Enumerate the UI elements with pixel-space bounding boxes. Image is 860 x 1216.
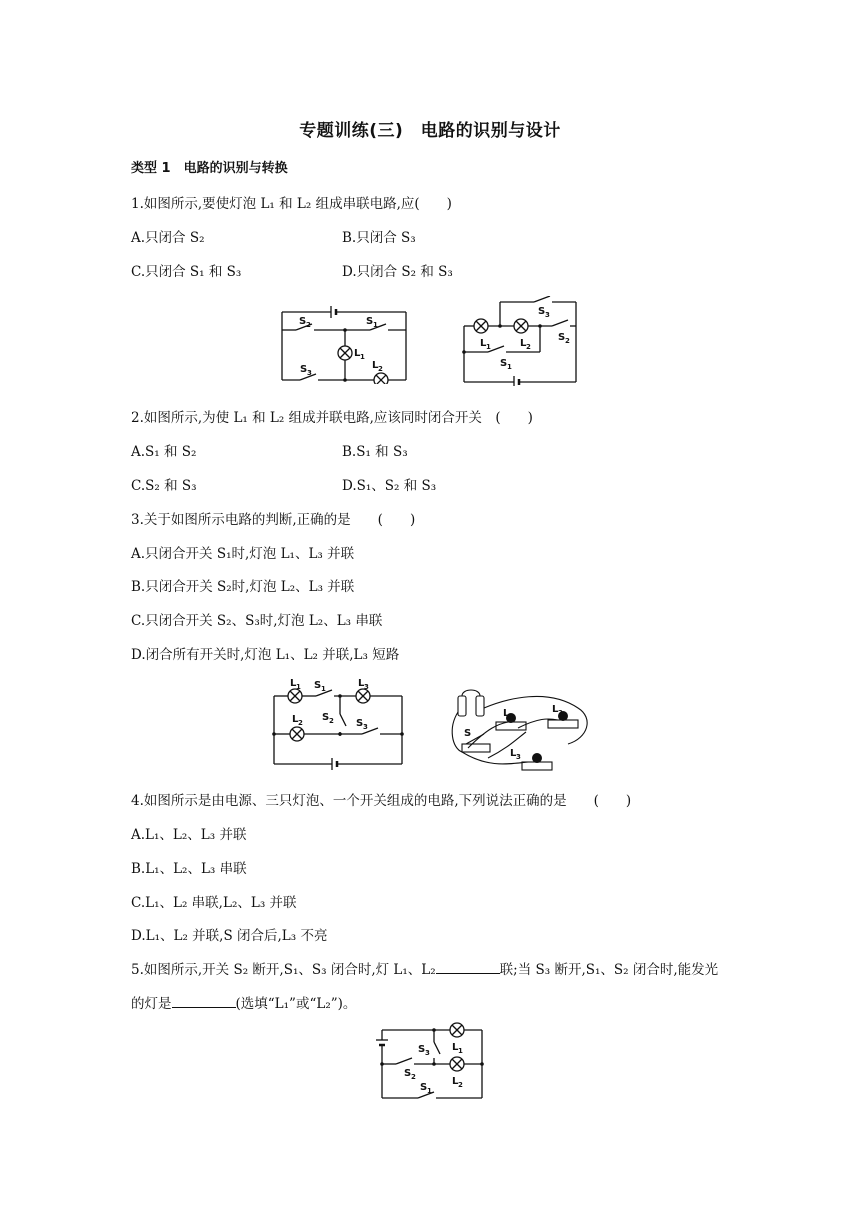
section-heading: 类型 1 电路的识别与转换 <box>131 161 288 176</box>
svg-text:S: S <box>366 316 374 327</box>
svg-text:S: S <box>418 1044 426 1055</box>
q1-option-b: B.只闭合 S₃ <box>342 230 416 246</box>
q3-option-b: B.只闭合开关 S₂时,灯泡 L₂、L₃ 并联 <box>131 579 355 595</box>
svg-text:S: S <box>464 728 472 739</box>
q5-text-3: 的灯是 <box>131 996 172 1012</box>
svg-text:S: S <box>500 358 508 369</box>
q4-option-c: C.L₁、L₂ 串联,L₂、L₃ 并联 <box>131 895 297 911</box>
svg-text:L: L <box>510 748 517 759</box>
q3-option-c: C.只闭合开关 S₂、S₃时,灯泡 L₂、L₃ 串联 <box>131 613 383 629</box>
q3-circuit-diagram <box>270 676 410 772</box>
svg-text:L: L <box>452 1076 459 1087</box>
svg-text:3: 3 <box>364 683 369 691</box>
svg-text:L: L <box>290 678 297 689</box>
svg-text:1: 1 <box>360 353 365 361</box>
svg-text:L: L <box>503 708 510 719</box>
svg-text:3: 3 <box>307 369 312 377</box>
q2-option-b: B.S₁ 和 S₃ <box>342 444 408 460</box>
q2-stem: 2.如图所示,为使 L₁ 和 L₂ 组成并联电路,应该同时闭合开关 ( ) <box>131 410 533 426</box>
q5-stem-line1 <box>131 958 718 978</box>
svg-text:2: 2 <box>526 343 531 351</box>
q1-stem: 1.如图所示,要使灯泡 L₁ 和 L₂ 组成串联电路,应( ) <box>131 196 452 212</box>
q5-stem-line2 <box>131 992 356 1012</box>
svg-text:S: S <box>314 680 322 691</box>
svg-text:2: 2 <box>565 337 570 345</box>
svg-text:2: 2 <box>411 1073 416 1081</box>
svg-text:2: 2 <box>558 709 563 717</box>
q1-option-c: C.只闭合 S₁ 和 S₃ <box>131 264 242 280</box>
q5-text-2: 联;当 S₃ 断开,S₁、S₂ 闭合时,能发光 <box>499 962 719 978</box>
svg-text:1: 1 <box>321 685 326 693</box>
svg-text:1: 1 <box>427 1087 432 1095</box>
svg-text:1: 1 <box>296 683 301 691</box>
q2-option-a: A.S₁ 和 S₂ <box>131 444 197 460</box>
svg-text:S: S <box>420 1082 428 1093</box>
svg-text:S: S <box>356 718 364 729</box>
q4-option-b: B.L₁、L₂、L₃ 串联 <box>131 861 247 877</box>
q2-circuit-diagram <box>460 296 582 386</box>
svg-text:S: S <box>558 332 566 343</box>
svg-text:S: S <box>404 1068 412 1079</box>
svg-text:S: S <box>300 364 308 375</box>
svg-text:3: 3 <box>363 723 368 731</box>
svg-text:3: 3 <box>425 1049 430 1057</box>
svg-text:L: L <box>358 678 365 689</box>
q3-option-d: D.闭合所有开关时,灯泡 L₁、L₂ 并联,L₃ 短路 <box>131 647 400 663</box>
svg-text:1: 1 <box>458 1047 463 1055</box>
q5-text-4: (选填“L₁”或“L₂”)。 <box>235 996 357 1012</box>
q5-blank-2[interactable] <box>172 995 236 1008</box>
svg-text:2: 2 <box>378 365 383 373</box>
svg-text:3: 3 <box>545 311 550 319</box>
q4-stem: 4.如图所示是由电源、三只灯泡、一个开关组成的电路,下列说法正确的是 ( ) <box>131 793 632 809</box>
q1-option-d: D.只闭合 S₂ 和 S₃ <box>342 264 453 280</box>
q3-stem: 3.关于如图所示电路的判断,正确的是 ( ) <box>131 512 416 528</box>
q2-option-c: C.S₂ 和 S₃ <box>131 478 197 494</box>
page-title: 专题训练(三) 电路的识别与设计 <box>299 121 561 141</box>
q5-circuit-diagram <box>374 1020 490 1104</box>
svg-text:1: 1 <box>509 713 514 721</box>
svg-text:S: S <box>538 306 546 317</box>
svg-text:L: L <box>552 704 559 715</box>
fig1-s2-label: S <box>299 316 307 327</box>
svg-text:L: L <box>520 338 527 349</box>
svg-text:2: 2 <box>458 1081 463 1089</box>
q5-text-1: 5.如图所示,开关 S₂ 断开,S₁、S₃ 闭合时,灯 L₁、L₂ <box>131 962 436 978</box>
svg-text:L: L <box>452 1042 459 1053</box>
q1-option-a: A.只闭合 S₂ <box>131 230 205 246</box>
svg-text:2: 2 <box>306 321 311 329</box>
q2-option-d: D.S₁、S₂ 和 S₃ <box>342 478 437 494</box>
q4-option-d: D.L₁、L₂ 并联,S 闭合后,L₃ 不亮 <box>131 928 328 944</box>
q3-option-a: A.只闭合开关 S₁时,灯泡 L₁、L₃ 并联 <box>131 546 355 562</box>
svg-text:L: L <box>354 348 361 359</box>
q4-option-a: A.L₁、L₂、L₃ 并联 <box>131 827 247 843</box>
svg-text:2: 2 <box>329 717 334 725</box>
svg-text:L: L <box>292 714 299 725</box>
svg-text:1: 1 <box>507 363 512 371</box>
svg-text:S: S <box>322 712 330 723</box>
q1-circuit-diagram <box>278 300 412 384</box>
svg-text:3: 3 <box>516 753 521 761</box>
q4-physical-circuit <box>448 688 594 774</box>
svg-text:1: 1 <box>486 343 491 351</box>
q5-blank-1[interactable] <box>436 961 500 974</box>
svg-text:L: L <box>372 360 379 371</box>
svg-text:L: L <box>480 338 487 349</box>
svg-text:1: 1 <box>373 321 378 329</box>
svg-text:2: 2 <box>298 719 303 727</box>
